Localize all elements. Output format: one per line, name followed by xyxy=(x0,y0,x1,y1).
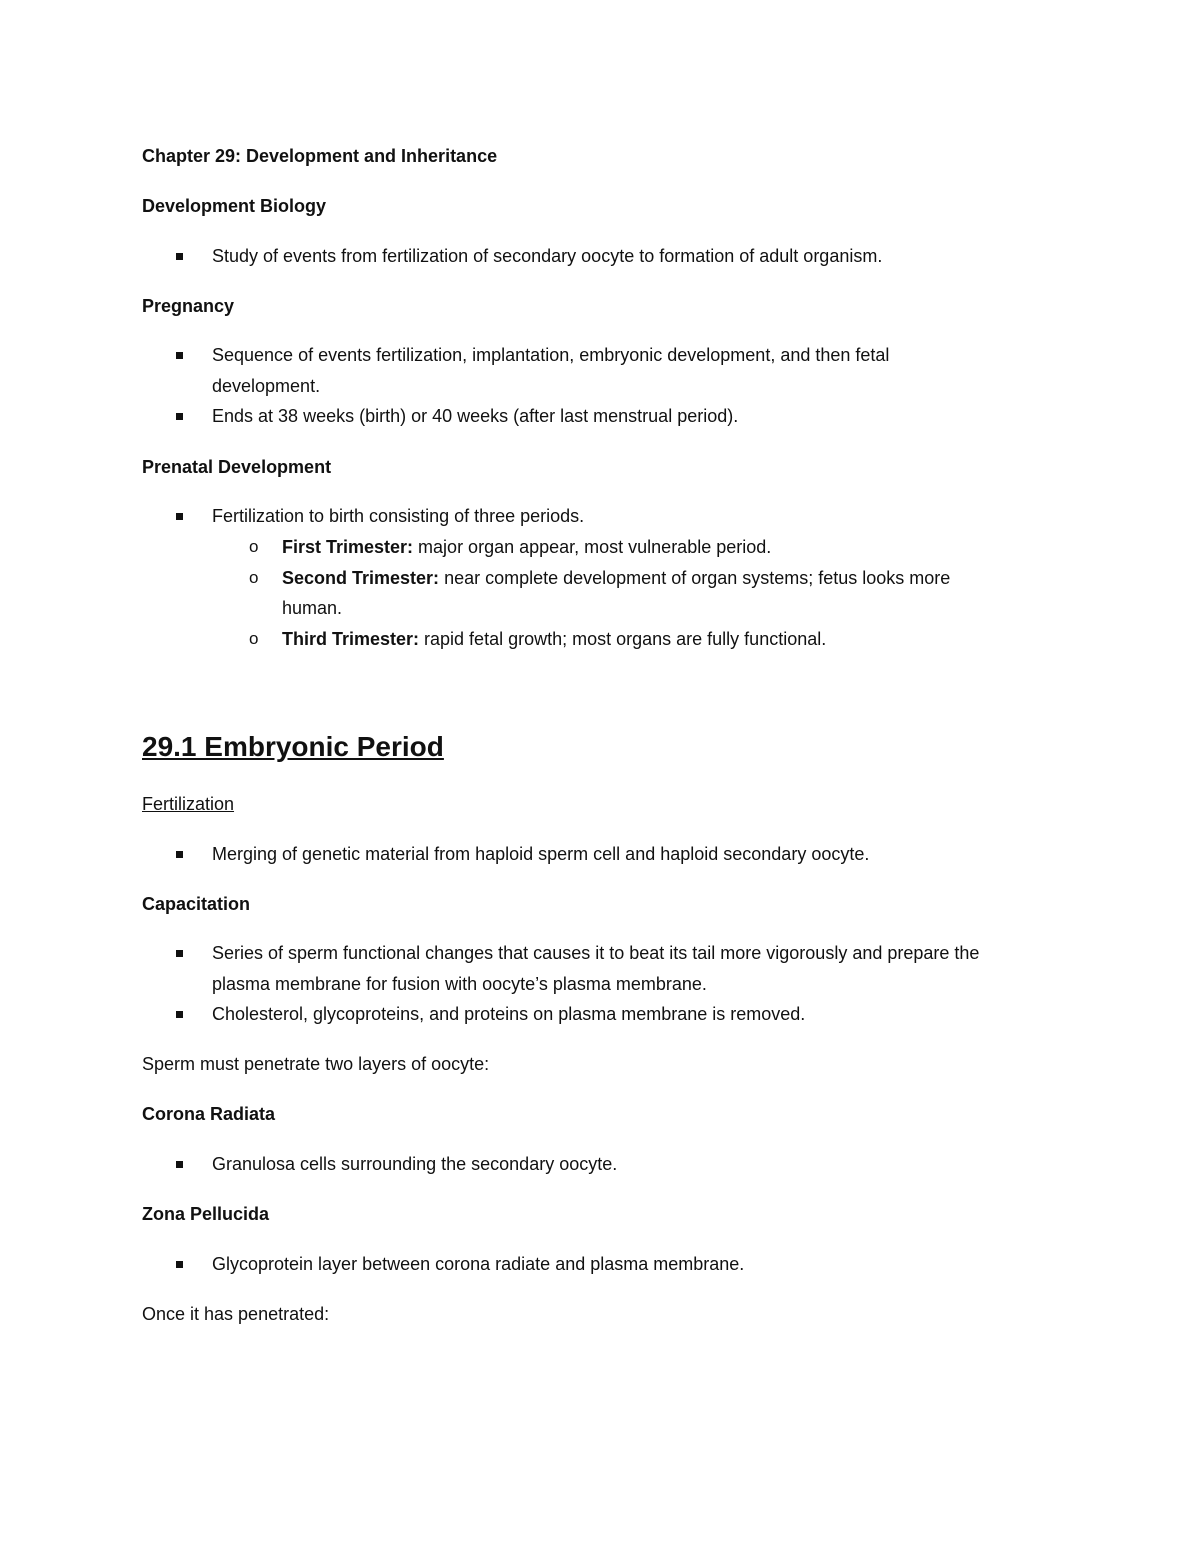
section-title: 29.1 Embryonic Period xyxy=(142,731,444,762)
square-bullet-icon xyxy=(176,253,183,260)
list-item: Cholesterol, glycoproteins, and proteins on plasma membrane is removed. xyxy=(212,1004,806,1024)
square-bullet-icon xyxy=(176,1161,183,1168)
list-item-continuation: development. xyxy=(212,376,321,396)
once-penetrated: Once it has penetrated: xyxy=(142,1304,330,1324)
heading-pregnancy: Pregnancy xyxy=(142,296,235,316)
list-item-continuation: plasma membrane for fusion with oocyte’s plasma membrane. xyxy=(212,974,707,994)
square-bullet-icon xyxy=(176,352,183,359)
square-bullet-icon xyxy=(176,1261,183,1268)
desc-second-trimester: near complete development of organ systems; fetus looks more xyxy=(439,568,951,588)
list-item: Study of events from fertilization of secondary oocyte to formation of adult organism. xyxy=(212,246,883,266)
heading-capacitation: Capacitation xyxy=(142,894,251,914)
square-bullet-icon xyxy=(176,950,183,957)
list-item: Merging of genetic material from haploid sperm cell and haploid secondary oocyte. xyxy=(212,844,870,864)
sub-list-item xyxy=(282,628,826,650)
list-item: Fertilization to birth consisting of three periods. xyxy=(212,506,585,526)
sub-list-item-continuation: human. xyxy=(282,598,343,618)
list-item: Granulosa cells surrounding the secondary oocyte. xyxy=(212,1154,618,1174)
heading-development-biology: Development Biology xyxy=(142,196,327,216)
heading-prenatal-development: Prenatal Development xyxy=(142,457,332,477)
list-item: Series of sperm functional changes that causes it to beat its tail more vigorously and prepare the xyxy=(212,943,980,963)
penetrate-intro: Sperm must penetrate two layers of oocyte: xyxy=(142,1054,490,1074)
heading-corona-radiata: Corona Radiata xyxy=(142,1104,276,1124)
heading-fertilization: Fertilization xyxy=(142,794,235,814)
sub-list-item xyxy=(282,536,771,558)
circle-bullet-icon: o xyxy=(249,537,259,556)
square-bullet-icon xyxy=(176,1011,183,1018)
square-bullet-icon xyxy=(176,851,183,858)
square-bullet-icon xyxy=(176,513,183,520)
list-item: Glycoprotein layer between corona radiate and plasma membrane. xyxy=(212,1254,745,1274)
circle-bullet-icon: o xyxy=(249,568,259,587)
term-third-trimester: Third Trimester: xyxy=(282,629,420,649)
heading-zona-pellucida: Zona Pellucida xyxy=(142,1204,270,1224)
list-item: Ends at 38 weeks (birth) or 40 weeks (after last menstrual period). xyxy=(212,406,739,426)
sub-list-item xyxy=(282,567,950,589)
term-second-trimester: Second Trimester: xyxy=(282,568,440,588)
chapter-title: Chapter 29: Development and Inheritance xyxy=(142,146,498,166)
desc-third-trimester: rapid fetal growth; most organs are fully functional. xyxy=(419,629,827,649)
circle-bullet-icon: o xyxy=(249,629,259,648)
square-bullet-icon xyxy=(176,413,183,420)
list-item: Sequence of events fertilization, implantation, embryonic development, and then fetal xyxy=(212,345,890,365)
term-first-trimester: First Trimester: xyxy=(282,537,414,557)
desc-first-trimester: major organ appear, most vulnerable period. xyxy=(413,537,772,557)
